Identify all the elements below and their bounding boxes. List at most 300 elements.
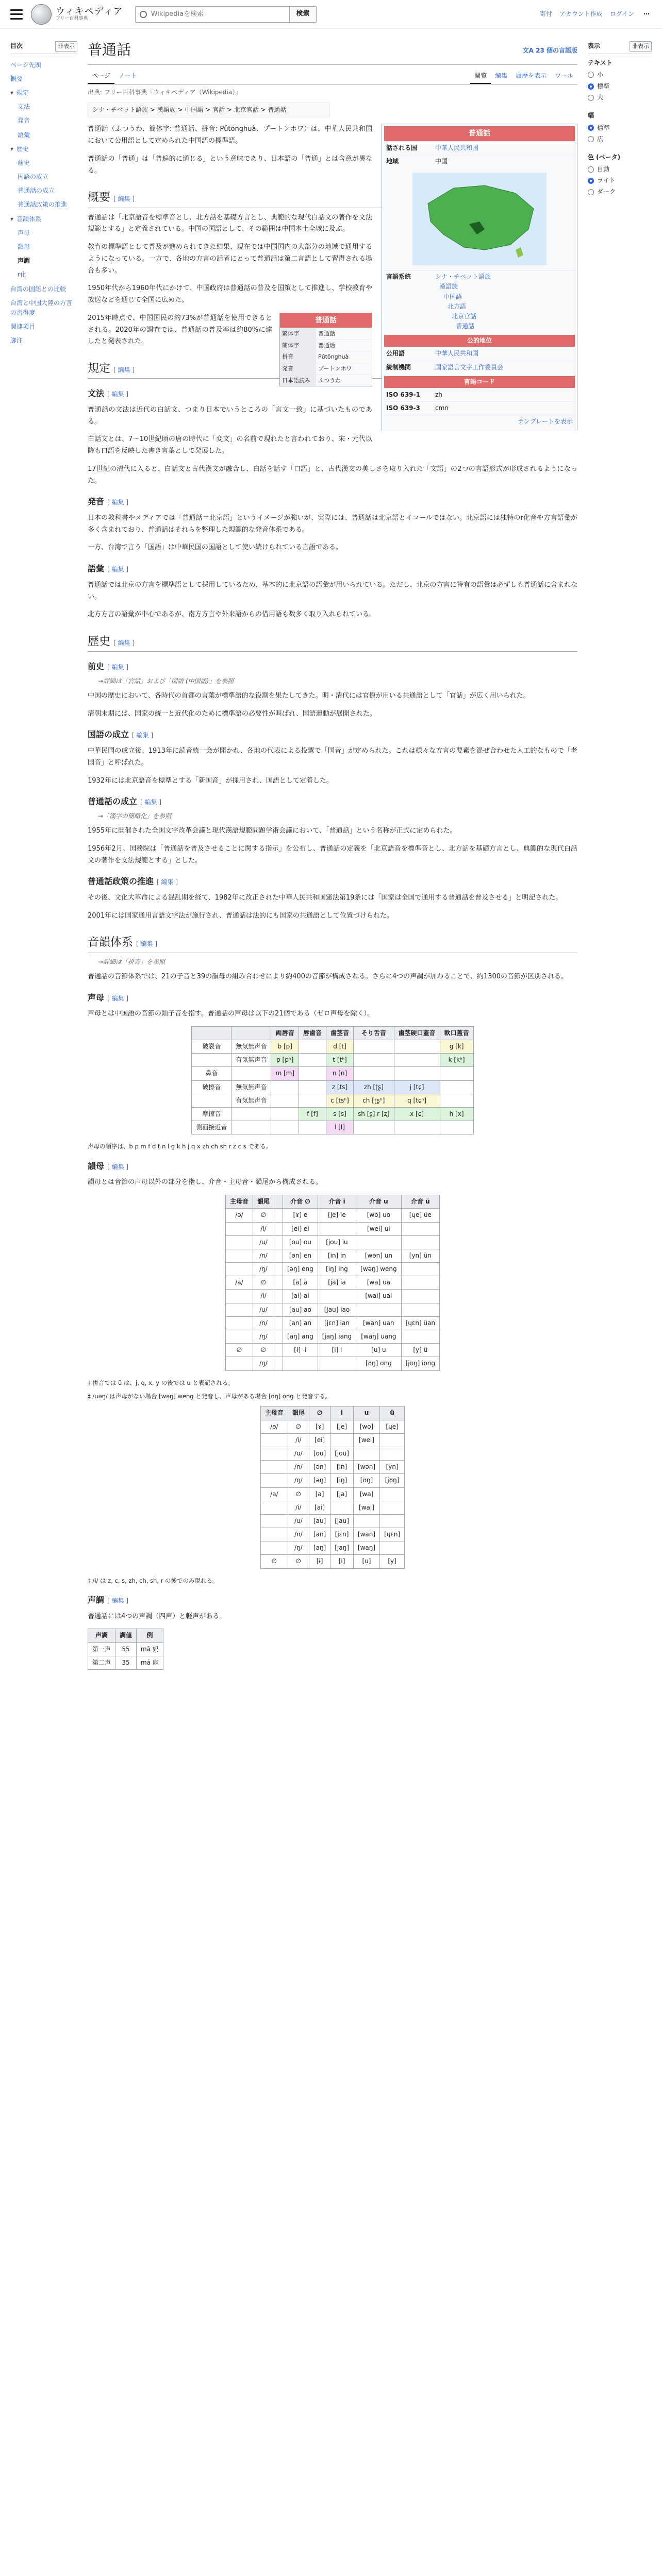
radio-icon[interactable] — [588, 95, 594, 101]
login-link[interactable]: ログイン — [609, 10, 634, 18]
table-cell — [401, 1276, 439, 1290]
table-cell: [jɛn] — [330, 1528, 354, 1541]
paragraph: 中華民国の成立後、1913年に読音統一会が開かれ、各地の代表による投票で「国音」が定められた。これは様々な方言の要素を混ぜ合わせた人工的なもので「老国音」と呼ばれた。 — [88, 747, 577, 767]
table-cell — [299, 1040, 326, 1054]
table-cell: [wəŋ] weng — [356, 1263, 401, 1276]
tab-page[interactable]: ページ — [88, 69, 114, 84]
table-cell — [318, 1222, 356, 1235]
toc-item-label: 普通話の成立 — [18, 187, 55, 195]
table-cell — [440, 1121, 473, 1134]
paragraph: 1950年代から1960年代にかけて、中国政府は普通話の普及を国策として推進し、学校教育や放送などを通じて全国に広めた。 — [88, 284, 372, 304]
table-note: 声母の順序は、b p m f d t n l g k h j q x zh ch sh r z c s である。 — [88, 1143, 272, 1150]
china-map-image[interactable] — [384, 170, 575, 268]
finals-ipa-table — [260, 1406, 405, 1568]
table-cell: /n/ — [288, 1528, 309, 1541]
table-row — [225, 1249, 439, 1262]
table-cell: q [tɕʰ] — [394, 1094, 440, 1107]
name-infobox-row — [280, 340, 372, 351]
table-cell: [jaŋ] — [330, 1541, 354, 1555]
toc-item[interactable] — [10, 282, 77, 296]
table-cell — [260, 1433, 288, 1447]
infobox-key: 言語系統 — [386, 273, 411, 281]
table-cell — [380, 1514, 405, 1528]
toc-item[interactable] — [10, 114, 77, 128]
family-item[interactable]: 北京官話 — [452, 312, 477, 320]
table-row — [260, 1433, 404, 1447]
table-cell: f [f] — [299, 1108, 326, 1121]
radio-label: 大 — [597, 94, 604, 101]
table-cell: [ja] — [330, 1487, 354, 1501]
table-cell — [225, 1330, 253, 1344]
name-infobox-value: 普通话 — [318, 342, 335, 349]
name-infobox-value: 普通話 — [318, 330, 335, 337]
toc-item[interactable] — [10, 72, 77, 86]
intro-paragraph: 普通話の「普通」は「普遍的に通じる」という意味であり、日本語の「普通」とは含意が異なる。 — [88, 155, 372, 175]
toc-item[interactable] — [10, 254, 77, 268]
table-cell — [225, 1357, 253, 1370]
toc-item[interactable] — [10, 86, 77, 100]
appearance-group-label: 幅 — [588, 112, 594, 120]
name-infobox-key: 発音 — [280, 363, 316, 375]
toc-item[interactable] — [10, 268, 77, 282]
globe-icon — [31, 4, 52, 25]
user-links — [540, 9, 652, 19]
toc-item-label: 文法 — [18, 103, 30, 111]
edit-link[interactable]: [ 編集 ] — [136, 940, 158, 948]
appearance-radio[interactable] — [588, 164, 652, 174]
infobox-key: 話される国 — [386, 144, 418, 151]
table-row — [225, 1290, 439, 1303]
toc-item[interactable] — [10, 100, 77, 114]
radio-label: 小 — [597, 71, 604, 78]
appearance-radio[interactable] — [588, 176, 652, 185]
paragraph: 白話文とは、7～10世紀頃の唐の時代に「変文」の名前で現れたと言われており、宋・元代以降も口語を反映した書き言葉として発展した。 — [88, 435, 372, 455]
heading-text: 普通話の成立 — [88, 796, 138, 807]
table-note: ‡ /uəŋ/ は声母がない場合 [wəŋ] weng と発音し、声母がある場合 [ʊŋ] ong と発音する。 — [88, 1392, 332, 1400]
tab-tools[interactable]: ツール — [555, 72, 573, 79]
heading-text: 前史 — [88, 662, 105, 672]
table-cell: /n/ — [253, 1249, 274, 1262]
subsection-heading — [88, 1160, 577, 1173]
table-cell: [a] — [309, 1487, 330, 1501]
toc-item[interactable] — [10, 128, 77, 142]
radio-icon[interactable] — [588, 125, 594, 131]
family-item[interactable]: 普通話 — [456, 323, 475, 330]
radio-label: 標準 — [597, 124, 610, 131]
table-row — [260, 1541, 404, 1555]
edit-link[interactable]: [ 編集 ] — [113, 195, 135, 203]
table-cell: [jou] — [330, 1447, 354, 1460]
radio-icon[interactable] — [588, 178, 594, 184]
appearance-radio[interactable] — [588, 70, 652, 80]
infobox-family-row — [384, 270, 575, 333]
table-cell: s [s] — [326, 1108, 354, 1121]
toc-hide-button[interactable]: 非表示 — [55, 41, 77, 52]
table-cell — [274, 1276, 283, 1290]
table-cell — [231, 1108, 271, 1121]
table-cell: ∅ — [288, 1555, 309, 1568]
toc-item[interactable] — [10, 212, 77, 226]
official-status-header: 公的地位 — [384, 335, 575, 347]
toc-item-label: 語彙 — [18, 131, 30, 139]
table-cell: [wo] — [353, 1420, 379, 1433]
heading-text: 声母 — [88, 992, 105, 1003]
edit-link[interactable]: [ 編集 ] — [107, 499, 129, 506]
table-cell: /ŋ/ — [288, 1541, 309, 1555]
table-cell: [ʊŋ] — [353, 1474, 379, 1487]
table-cell — [440, 1067, 473, 1080]
edit-link[interactable]: [ 編集 ] — [113, 366, 135, 374]
paragraph: 1955年に開催された全国文字改革会議と現代漢語規範問題学術会議において、「普通話」という名称が正式に定められた。 — [88, 827, 457, 835]
table-cell: [wən] un — [356, 1249, 401, 1262]
edit-link[interactable]: [ 編集 ] — [107, 994, 129, 1002]
table-cell: j [tɕ] — [394, 1080, 440, 1094]
table-header-cell: i — [330, 1406, 354, 1420]
family-item[interactable]: 漢語族 — [439, 283, 458, 291]
appearance-hide-button[interactable]: 非表示 — [630, 41, 652, 52]
toc-list — [10, 58, 77, 348]
appearance-radio[interactable] — [588, 134, 652, 144]
table-cell — [318, 1357, 356, 1370]
paragraph: 日本の教科書やメディアでは「普通話＝北京語」というイメージが強いが、実際には、普通話は北京語とイコールではない。北京語には独特のr化音や方言語彙が多く含まれており、普通話はそれらを整理した規範的な発音体系である。 — [88, 514, 577, 534]
infobox-row — [384, 155, 575, 168]
toc-item-label: 台湾の国語との比較 — [10, 285, 67, 293]
table-header-cell: 主母音 — [260, 1406, 288, 1420]
edit-link[interactable]: [ 編集 ] — [132, 732, 154, 739]
radio-icon[interactable] — [588, 83, 594, 90]
toc-item-label: 声調 — [18, 257, 30, 265]
table-cell: [wa] — [353, 1487, 379, 1501]
table-cell — [260, 1474, 288, 1487]
table-cell: 35 — [115, 1656, 137, 1669]
article-body — [88, 124, 577, 1670]
table-cell — [274, 1209, 283, 1222]
table-cell: [i] i — [318, 1344, 356, 1357]
table-cell: [yn] ün — [401, 1249, 439, 1262]
table-cell: [jou] iu — [318, 1235, 356, 1249]
table-cell: [ai] ai — [283, 1290, 318, 1303]
table-row — [192, 1054, 473, 1067]
appearance-radio[interactable] — [588, 81, 652, 91]
table-cell — [394, 1121, 440, 1134]
tab-talk[interactable]: ノート — [118, 72, 137, 79]
name-infobox-row — [280, 351, 372, 363]
table-cell — [401, 1290, 439, 1303]
toc-sidebar — [10, 41, 77, 348]
table-row — [225, 1222, 439, 1235]
more-options-icon[interactable]: ⋯ — [643, 10, 650, 18]
toc-item[interactable] — [10, 296, 77, 320]
edit-link[interactable]: [ 編集 ] — [107, 664, 129, 671]
table-row — [260, 1501, 404, 1514]
radio-label: 標準 — [597, 82, 610, 90]
toc-item[interactable] — [10, 142, 77, 156]
toc-item-label: 概要 — [10, 75, 23, 82]
table-header-row — [225, 1195, 439, 1209]
table-cell — [401, 1263, 439, 1276]
table-cell: 側面接近音 — [192, 1121, 231, 1134]
name-infobox-row — [280, 328, 372, 340]
table-cell: n [n] — [326, 1067, 354, 1080]
appearance-group-label: テキスト — [588, 59, 613, 66]
table-cell — [354, 1121, 394, 1134]
table-cell — [318, 1290, 356, 1303]
search-button[interactable]: 検索 — [290, 6, 316, 23]
table-cell: mā 妈 — [137, 1642, 163, 1656]
table-cell: [in] — [330, 1461, 354, 1474]
table-cell: k [kʰ] — [440, 1054, 473, 1067]
table-cell — [299, 1094, 326, 1107]
chevron-down-icon[interactable]: ▾ — [10, 215, 14, 223]
logo-title: ウィキペディア — [56, 6, 123, 17]
table-row — [225, 1235, 439, 1249]
heading-text: 文法 — [88, 388, 105, 399]
name-infobox-row — [280, 363, 372, 375]
table-cell — [380, 1433, 405, 1447]
table-cell: [jɛn] ian — [318, 1316, 356, 1330]
family-item[interactable]: 中国語 — [443, 293, 462, 300]
appearance-group-label: 色 (ベータ) — [588, 153, 621, 161]
table-cell: /n/ — [288, 1461, 309, 1474]
toc-item-label: 音韻体系 — [16, 215, 42, 223]
paragraph: 声母とは中国語の音節の頭子音を指す。普通話の声母は以下の21個である（ゼロ声母を除く）。 — [88, 1010, 374, 1018]
appearance-radio[interactable] — [588, 93, 652, 103]
table-row — [260, 1555, 404, 1568]
toc-item[interactable] — [10, 198, 77, 212]
tab-edit[interactable]: 編集 — [495, 72, 508, 79]
table-cell — [225, 1290, 253, 1303]
paragraph: 1932年には北京語音を標準とする「新国音」が採用され、国語として定着した。 — [88, 776, 333, 785]
table-cell: 破裂音 — [192, 1040, 231, 1054]
table-cell — [274, 1263, 283, 1276]
logo-subtitle: フリー百科事典 — [56, 16, 88, 22]
table-cell — [192, 1094, 231, 1107]
paragraph: 普通話は「北京語音を標準音とし、北方話を基礎方言とし、典範的な現代白話文の著作を文法規範とする」と定義されている。中国の国語として、その範囲は中国本土全域に及ぶ。 — [88, 213, 372, 233]
table-cell — [231, 1067, 271, 1080]
chevron-down-icon[interactable]: ▾ — [10, 89, 14, 96]
table-cell: /a/ — [225, 1276, 253, 1290]
table-header-cell — [192, 1026, 231, 1040]
family-item[interactable]: 北方語 — [448, 302, 467, 310]
heading-text: 発音 — [88, 497, 105, 507]
language-breadcrumb[interactable]: シナ・チベット語族 > 漢語族 > 中国語 > 官話 > 北京官話 > 普通話 — [88, 103, 330, 117]
table-cell: [ɥe] üe — [401, 1209, 439, 1222]
table-header-cell: ü — [380, 1406, 405, 1420]
table-cell: /a/ — [260, 1487, 288, 1501]
table-cell — [330, 1501, 354, 1514]
name-infobox-value: プートンホワ — [318, 365, 352, 372]
table-cell: [au] — [309, 1514, 330, 1528]
table-cell: [i] — [330, 1555, 354, 1568]
edit-link[interactable]: [ 編集 ] — [107, 391, 129, 398]
infobox-key: 公用語 — [386, 350, 405, 358]
table-cell — [271, 1094, 299, 1107]
edit-link[interactable]: [ 編集 ] — [107, 566, 129, 573]
heading-text: 歴史 — [88, 635, 111, 648]
infobox-value[interactable]: 国家語言文字工作委員会 — [435, 363, 504, 371]
table-cell: [in] in — [318, 1249, 356, 1262]
table-cell: /ŋ/ — [253, 1330, 274, 1344]
table-cell: [ɤ] e — [283, 1209, 318, 1222]
radio-label: ダーク — [597, 188, 616, 196]
create-account-link[interactable]: アカウント作成 — [559, 10, 603, 18]
appearance-radio[interactable] — [588, 187, 652, 197]
wikipedia-logo[interactable] — [31, 4, 123, 25]
table-row — [225, 1344, 439, 1357]
table-cell: [wa] ua — [356, 1276, 401, 1290]
language-button[interactable]: 文A 23 個の言語版 — [522, 46, 577, 54]
table-note: † /ɨ/ は z, c, s, zh, ch, sh, r の後でのみ現れる。 — [88, 1577, 219, 1584]
table-cell — [299, 1054, 326, 1067]
table-row — [192, 1040, 473, 1054]
table-row — [88, 1656, 163, 1669]
toc-item[interactable] — [10, 240, 77, 254]
table-header-cell: 介音 ü — [401, 1195, 439, 1209]
template-link[interactable]: テンプレートを表示 — [518, 418, 573, 426]
toc-item[interactable] — [10, 170, 77, 184]
table-header-cell: 調値 — [115, 1629, 137, 1642]
infobox-value[interactable]: 中華人民共和国 — [435, 350, 479, 358]
table-cell — [356, 1303, 401, 1316]
table-cell: [ei] ei — [283, 1222, 318, 1235]
table-header-cell: 両唇音 — [271, 1026, 299, 1040]
table-header-cell: 韻尾 — [288, 1406, 309, 1420]
table-cell: [wo] uo — [356, 1209, 401, 1222]
name-infobox-row — [280, 375, 372, 386]
paragraph: その後、文化大革命による混乱期を経て、1982年に改正された中華人民共和国憲法第19条には「国家は全国で通用する普通話を普及させる」と明記された。 — [88, 893, 562, 902]
table-cell: zh [ʈʂ] — [354, 1080, 394, 1094]
name-infobox-value: ふつうわ — [318, 377, 341, 384]
table-cell: /ə/ — [225, 1209, 253, 1222]
paragraph: 韻母とは音節の声母以外の部分を指し、介音・主母音・韻尾から構成される。 — [88, 1178, 323, 1187]
table-cell: [ɥɛn] — [380, 1528, 405, 1541]
subsection-heading — [88, 1594, 577, 1607]
toc-item[interactable] — [10, 156, 77, 170]
toc-item-label: 台湾と中国大陸の方言の習得度 — [10, 299, 73, 316]
table-cell — [380, 1487, 405, 1501]
toc-item[interactable] — [10, 58, 77, 72]
table-cell — [380, 1541, 405, 1555]
table-cell: p [pʰ] — [271, 1054, 299, 1067]
edit-link[interactable]: [ 編集 ] — [107, 1163, 129, 1171]
toc-item[interactable] — [10, 184, 77, 198]
appearance-radio[interactable] — [588, 123, 652, 133]
toc-item[interactable] — [10, 320, 77, 334]
edit-link[interactable]: [ 編集 ] — [140, 799, 162, 806]
infobox-title: 普通話 — [384, 126, 575, 141]
hatnote: →詳細は「官話」および「国語 (中国語)」を参照 — [98, 677, 234, 685]
table-cell: [an] — [309, 1528, 330, 1541]
toc-item[interactable] — [10, 334, 77, 348]
table-cell — [192, 1054, 231, 1067]
infobox-value: zh — [435, 391, 442, 398]
table-cell — [274, 1303, 283, 1316]
table-header-cell: 韻尾 — [253, 1195, 274, 1209]
tab-read[interactable]: 閲覧 — [470, 69, 491, 84]
table-cell: [jaŋ] iang — [318, 1330, 356, 1344]
radio-icon[interactable] — [588, 72, 594, 78]
subsection-heading — [88, 495, 577, 509]
main-menu-icon[interactable] — [10, 9, 23, 20]
table-cell — [271, 1121, 299, 1134]
radio-icon[interactable] — [588, 189, 594, 195]
table-cell: [aŋ] ang — [283, 1330, 318, 1344]
family-item[interactable]: シナ・チベット語族 — [435, 273, 491, 281]
donate-link[interactable]: 寄付 — [539, 10, 552, 18]
table-header-cell: 主母音 — [225, 1195, 253, 1209]
table-cell: /ŋ/ — [253, 1263, 274, 1276]
table-cell — [380, 1447, 405, 1460]
table-cell: z [ts] — [326, 1080, 354, 1094]
name-infobox-key: 簡体字 — [280, 340, 316, 351]
heading-text: 国語の成立 — [88, 730, 129, 740]
table-header-cell: 介音 ∅ — [283, 1195, 318, 1209]
radio-label: 自動 — [597, 165, 610, 173]
table-cell: [ei] — [309, 1433, 330, 1447]
table-cell — [225, 1263, 253, 1276]
table-cell — [260, 1447, 288, 1460]
tab-history[interactable]: 履歴を表示 — [516, 72, 547, 79]
heading-text: 語彙 — [88, 564, 105, 574]
table-cell: 破擦音 — [192, 1080, 231, 1094]
table-cell: [an] an — [283, 1316, 318, 1330]
tone-table — [88, 1629, 163, 1670]
table-cell: ch [ʈʂʰ] — [354, 1094, 394, 1107]
subsection-heading — [88, 795, 577, 808]
toc-item-label: r化 — [18, 271, 26, 279]
table-row — [260, 1461, 404, 1474]
table-cell: /ŋ/ — [253, 1357, 274, 1370]
table-cell: [wən] — [353, 1461, 379, 1474]
language-family-list — [435, 272, 573, 331]
edit-link[interactable]: [ 編集 ] — [157, 878, 178, 886]
map-graphic — [412, 173, 547, 265]
table-cell: 有気無声音 — [231, 1094, 271, 1107]
table-cell: [u] — [353, 1555, 379, 1568]
edit-link[interactable]: [ 編集 ] — [107, 1597, 129, 1605]
edit-link[interactable]: [ 編集 ] — [113, 639, 135, 647]
table-cell: ∅ — [253, 1209, 274, 1222]
toc-item[interactable] — [10, 226, 77, 240]
infobox-value[interactable]: 中華人民共和国 — [435, 144, 479, 151]
infobox-row — [384, 401, 575, 415]
chevron-down-icon[interactable]: ▾ — [10, 145, 14, 152]
table-header-cell: u — [353, 1406, 379, 1420]
table-cell: [ɥɛn] üan — [401, 1316, 439, 1330]
table-row — [225, 1263, 439, 1276]
name-infobox-key: 日本語読み — [280, 375, 316, 386]
subsection-heading — [88, 728, 577, 741]
heading-text: 声調 — [88, 1595, 105, 1605]
table-row — [225, 1276, 439, 1290]
table-cell: [ən] en — [283, 1249, 318, 1262]
table-cell: /u/ — [288, 1447, 309, 1460]
page-title — [88, 39, 577, 65]
radio-icon[interactable] — [588, 166, 594, 173]
table-cell — [274, 1357, 283, 1370]
toc-item-label: 歴史 — [16, 145, 29, 152]
search-input[interactable] — [151, 10, 286, 18]
table-header-cell: 軟口蓋音 — [440, 1026, 473, 1040]
infobox-value: cmn — [435, 404, 449, 412]
radio-icon[interactable] — [588, 136, 594, 142]
table-cell: /i/ — [253, 1222, 274, 1235]
table-cell: 有気無声音 — [231, 1054, 271, 1067]
table-cell: ∅ — [253, 1276, 274, 1290]
table-cell — [260, 1541, 288, 1555]
table-cell: d [t] — [326, 1040, 354, 1054]
table-cell: [au] ao — [283, 1303, 318, 1316]
